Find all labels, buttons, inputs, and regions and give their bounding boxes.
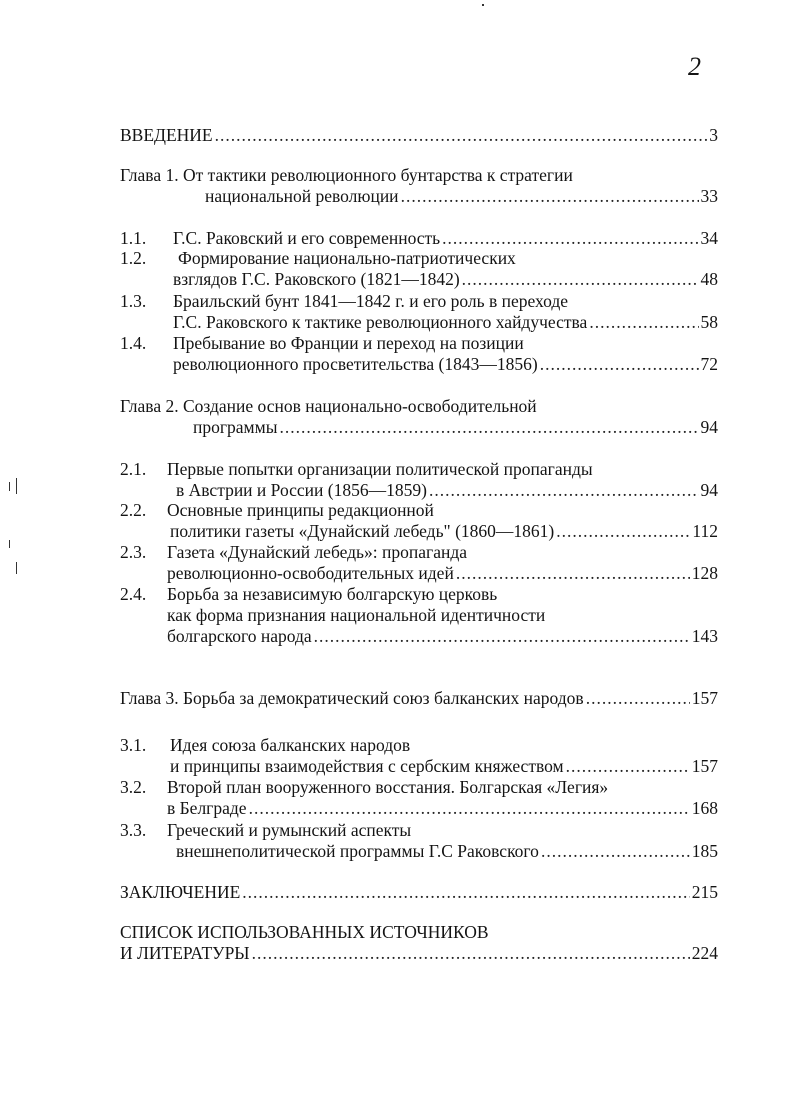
scan-speck (482, 4, 484, 6)
section-number: 3.1. (120, 735, 147, 755)
section-number: 2.4. (120, 584, 147, 604)
scan-speck (16, 562, 17, 574)
section-number: 1.1. (120, 228, 147, 248)
section-number: 1.4. (120, 333, 147, 353)
toc-page: 3 (709, 125, 718, 145)
sources-title: СПИСОК ИСПОЛЬЗОВАННЫХ ИСТОЧНИКОВ (120, 922, 489, 942)
section-number: 3.2. (120, 777, 147, 797)
toc-entry-conclusion: ЗАКЛЮЧЕНИЕ ..... 215 (120, 882, 718, 903)
section-3-3-entry: внешнеполитической программы Г.С Раковского ..... 185 (176, 841, 718, 862)
section-2-2-title: Основные принципы редакционной (167, 500, 434, 520)
page-number: 2 (688, 52, 701, 81)
toc-entry-sources: И ЛИТЕРАТУРЫ ..... 224 (120, 943, 718, 964)
section-1-3-entry: Г.С. Раковского к тактике революционного хайдучества ..... 58 (173, 312, 718, 333)
section-1-4-title: Пребывание во Франции и переход на позиции (173, 333, 524, 353)
section-1-1-entry: Г.С. Раковский и его современность ..... 34 (173, 228, 718, 249)
section-1-4-entry: революционного просветительства (1843—1856) ..... 72 (173, 354, 718, 375)
chapter-3-entry: Глава 3. Борьба за демократический союз балканских народов ..... 157 (120, 688, 718, 709)
section-2-4-entry: болгарского народа ..... 143 (167, 626, 718, 647)
section-number: 1.2. (120, 248, 147, 268)
chapter-2-entry: программы ..... 94 (193, 417, 718, 438)
section-3-3-title: Греческий и румынский аспекты (167, 820, 412, 840)
section-2-3-title: Газета «Дунайский лебедь»: пропаганда (167, 542, 468, 562)
toc-label: ВВЕДЕНИЕ (120, 125, 213, 145)
section-number: 2.1. (120, 459, 147, 479)
section-3-1-title: Идея союза балканских народов (170, 735, 411, 755)
section-number: 2.3. (120, 542, 147, 562)
section-2-1-entry: в Австрии и России (1856—1859) ..... 94 (176, 480, 718, 501)
section-1-3-title: Браильский бунт 1841—1842 г. и его роль в переходе (173, 291, 569, 311)
chapter-1-title: Глава 1. От тактики революционного бунтарства к стратегии (120, 165, 573, 185)
toc-entry-intro (120, 125, 718, 146)
section-1-2-title: Формирование национально-патриотических (178, 248, 516, 268)
section-2-1-title: Первые попытки организации политической пропаганды (167, 459, 593, 479)
section-number: 3.3. (120, 820, 147, 840)
scan-speck (9, 482, 10, 491)
scan-speck (9, 540, 10, 548)
section-2-4-subtitle: как форма признания национальной идентичности (167, 605, 546, 625)
section-1-2-entry: взглядов Г.С. Раковского (1821—1842) ..... 48 (173, 269, 718, 290)
section-number: 2.2. (120, 500, 147, 520)
scan-speck (16, 478, 17, 494)
chapter-1-entry: национальной революции ..... 33 (205, 186, 718, 207)
section-3-2-entry: в Белграде ..... 168 (167, 798, 718, 819)
section-3-1-entry: и принципы взаимодействия с сербским княжеством ..... 157 (170, 756, 718, 777)
section-number: 1.3. (120, 291, 147, 311)
section-3-2-title: Второй план вооруженного восстания. Болгарская «Легия» (167, 777, 609, 797)
section-2-4-title: Борьба за независимую болгарскую церковь (167, 584, 498, 604)
chapter-2-title: Глава 2. Создание основ национально-освободительной (120, 396, 537, 416)
section-2-3-entry: революционно-освободительных идей ..... 128 (167, 563, 718, 584)
toc-dots (215, 125, 708, 146)
section-2-2-entry: политики газеты «Дунайский лебедь" (1860—1861) ..... 112 (170, 521, 718, 542)
